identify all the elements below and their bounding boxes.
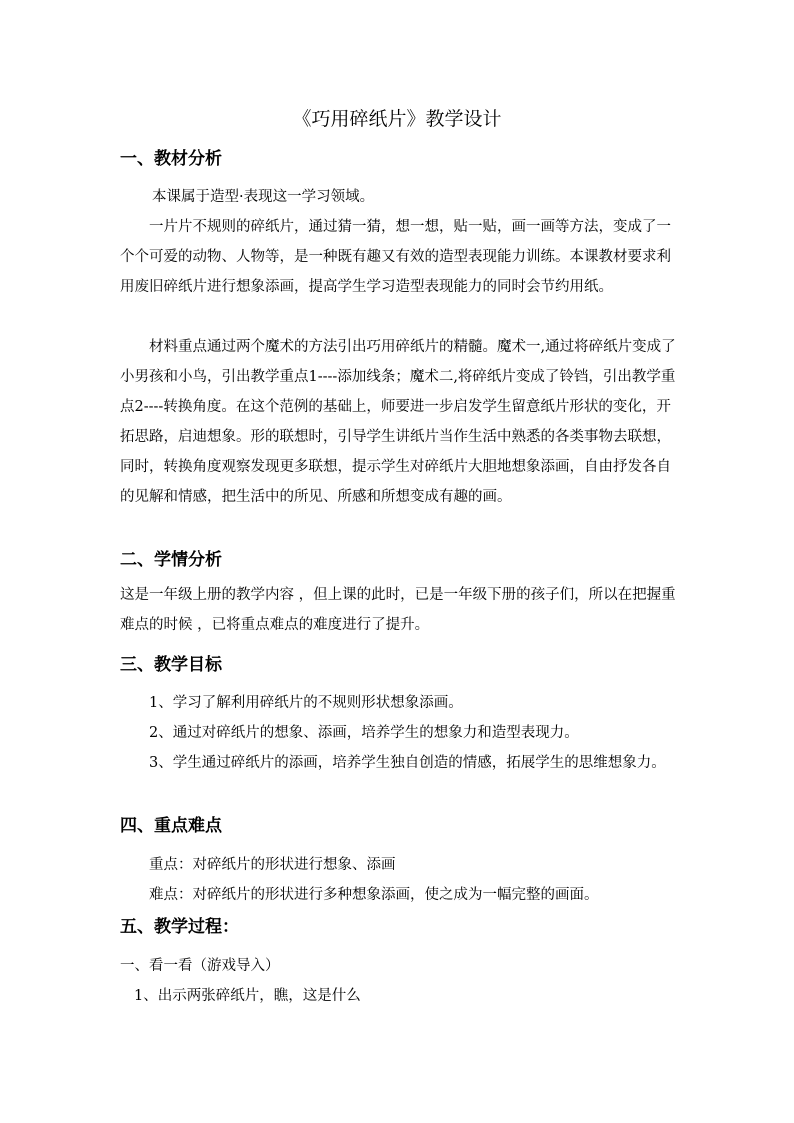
section-heading-key-points: 四、重点难点 bbox=[120, 816, 222, 836]
paragraph-textbook-intro: 一片片不规则的碎纸片，通过猜一猜，想一想，贴一贴，画一画等方法，变成了一个个可爱的动物、人物等，是一种既有趣又有效的造型表现能力训练。本课教材要求利用废旧碎纸片进行想象添画，提高学生学习造型表现能力的同时会节约用纸。 bbox=[120, 219, 671, 295]
goal-item-2: 2、通过对碎纸片的想象、添画，培养学生的想象力和造型表现力。 bbox=[149, 725, 579, 741]
process-step-1: 1、出示两张碎纸片，瞧，这是什么 bbox=[134, 988, 361, 1004]
goal-item-3: 3、学生通过碎纸片的添画，培养学生独自创造的情感，拓展学生的思维想象力。 bbox=[149, 755, 666, 771]
section-heading-teaching-process: 五、教学过程： bbox=[120, 917, 239, 937]
paragraph-learner-analysis: 这是一年级上册的教学内容 ，但上课的此时，已是一年级下册的孩子们，所以在把握重难点的时候 ，已将重点难点的难度进行了提升。 bbox=[120, 587, 676, 633]
document-title: 《巧用碎纸片》教学设计 bbox=[292, 108, 502, 130]
section-heading-teaching-goals: 三、教学目标 bbox=[120, 655, 222, 675]
paragraph-material-focus: 材料重点通过两个魔术的方法引出巧用碎纸片的精髓。魔术一,通过将碎纸片变成了小男孩和小鸟，引出教学重点1----添加线条；魔术二,将碎纸片变成了铃铛，引出教学重点2----转换角度。在这个范例的基础上，师要进一步启发学生留意纸片形状的变化，开拓思路，启迪想象。形的联想时，引导学生讲纸片当作生活中熟悉的各类事物去联想，同时，转换角度观察发现更多联想，提示学生对碎纸片大胆地想象添画，自由抒发各自的见解和情感，把生活中的所见、所感和所想变成有趣的画。 bbox=[120, 339, 676, 505]
goal-item-1: 1、学习了解利用碎纸片的不规则形状想象添画。 bbox=[149, 695, 463, 711]
section-heading-learner-analysis: 二、学情分析 bbox=[120, 550, 222, 570]
paragraph-domain: 本课属于造型·表现这一学习领域。 bbox=[152, 189, 375, 205]
section-heading-textbook-analysis: 一、教材分析 bbox=[120, 149, 222, 169]
process-subheading-look: 一、看一看（游戏导入） bbox=[120, 958, 280, 974]
difficulty-text: 难点：对碎纸片的形状进行多种想象添画，使之成为一幅完整的画面。 bbox=[149, 887, 599, 903]
key-point-text: 重点：对碎纸片的形状进行想象、添画 bbox=[149, 857, 396, 873]
